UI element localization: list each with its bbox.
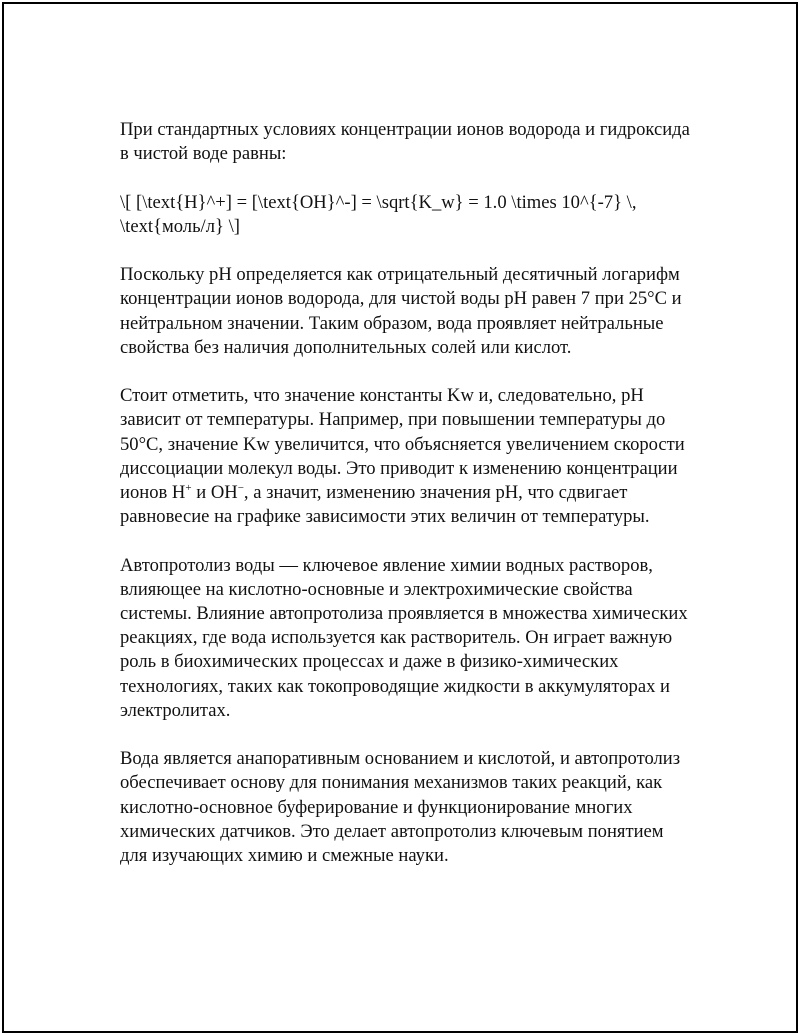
text-line: диссоциации молекул воды. Это приводит к изменению концентрации (120, 457, 678, 479)
paragraph-formula (120, 191, 710, 239)
text-line: обеспечивает основу для понимания механизмов таких реакций, как (120, 772, 663, 794)
text-line: технологиях, таких как токопроводящие жидкости в аккумуляторах и (120, 675, 670, 697)
text-line: равновесие на графике зависимости этих величин от температуры. (120, 506, 650, 528)
ion-text-middle: и OH (191, 482, 238, 503)
text-line: При стандартных условиях концентрации ионов водорода и гидроксида (120, 119, 690, 140)
ion-text-after: , а значит, изменению значения pH, что сдвигает (243, 482, 628, 503)
paragraph-autoprotolysis (120, 554, 710, 723)
text-line: 50°C, значение Kw увеличится, что объясняется увеличением скорости (120, 433, 685, 455)
text-line: реакциях, где вода используется как растворитель. Он играет важную (120, 627, 673, 649)
paragraph-intro (120, 118, 710, 166)
text-line: Автопротолиз воды — ключевое явление химии водных растворов, (120, 554, 653, 576)
minus-superscript: − (237, 481, 244, 494)
formula-line: \text{моль/л} \] (120, 215, 240, 237)
text-line: зависит от температуры. Например, при повышении температуры до (120, 409, 666, 431)
paragraph-temperature (120, 384, 710, 529)
text-line: влияющее на кислотно-основные и электрохимические свойства (120, 578, 633, 600)
text-line: в чистой воде равны: (120, 143, 287, 165)
text-line: свойства без наличия дополнительных солей или кислот. (120, 336, 572, 358)
text-line: кислотно-основное буферирование и функционирование многих (120, 796, 633, 818)
plus-superscript: + (185, 481, 192, 494)
text-line: Поскольку pH определяется как отрицательный десятичный логарифм (120, 264, 680, 286)
text-line: Вода является анапоративным основанием и кислотой, и автопротолиз (120, 748, 681, 770)
document-page (2, 2, 798, 1033)
text-line: для изучающих химию и смежные науки. (120, 845, 449, 867)
text-line: роль в биохимических процессах и даже в физико-химических (120, 651, 619, 673)
text-line: химических датчиков. Это делает автопротолиз ключевым понятием (120, 820, 664, 842)
text-line: нейтральном значении. Таким образом, вода проявляет нейтральные (120, 312, 664, 334)
text-line: Стоит отметить, что значение константы Kw и, следовательно, pH (120, 385, 644, 407)
formula-line: \[ [\text{H}^+] = [\text{OH}^-] = \sqrt{K_w} = 1.0 \times 10^{-7} \, (120, 191, 637, 213)
paragraph-ph (120, 263, 710, 360)
paragraph-conclusion (120, 747, 710, 868)
text-line: концентрации ионов водорода, для чистой воды pH равен 7 при 25°C и (120, 288, 682, 310)
ion-text-before: ионов H (120, 482, 186, 503)
text-line: электролитах. (120, 699, 231, 721)
document-body (120, 118, 710, 892)
ion-line (120, 481, 710, 505)
text-line: системы. Влияние автопротолиза проявляется в множества химических (120, 603, 688, 624)
